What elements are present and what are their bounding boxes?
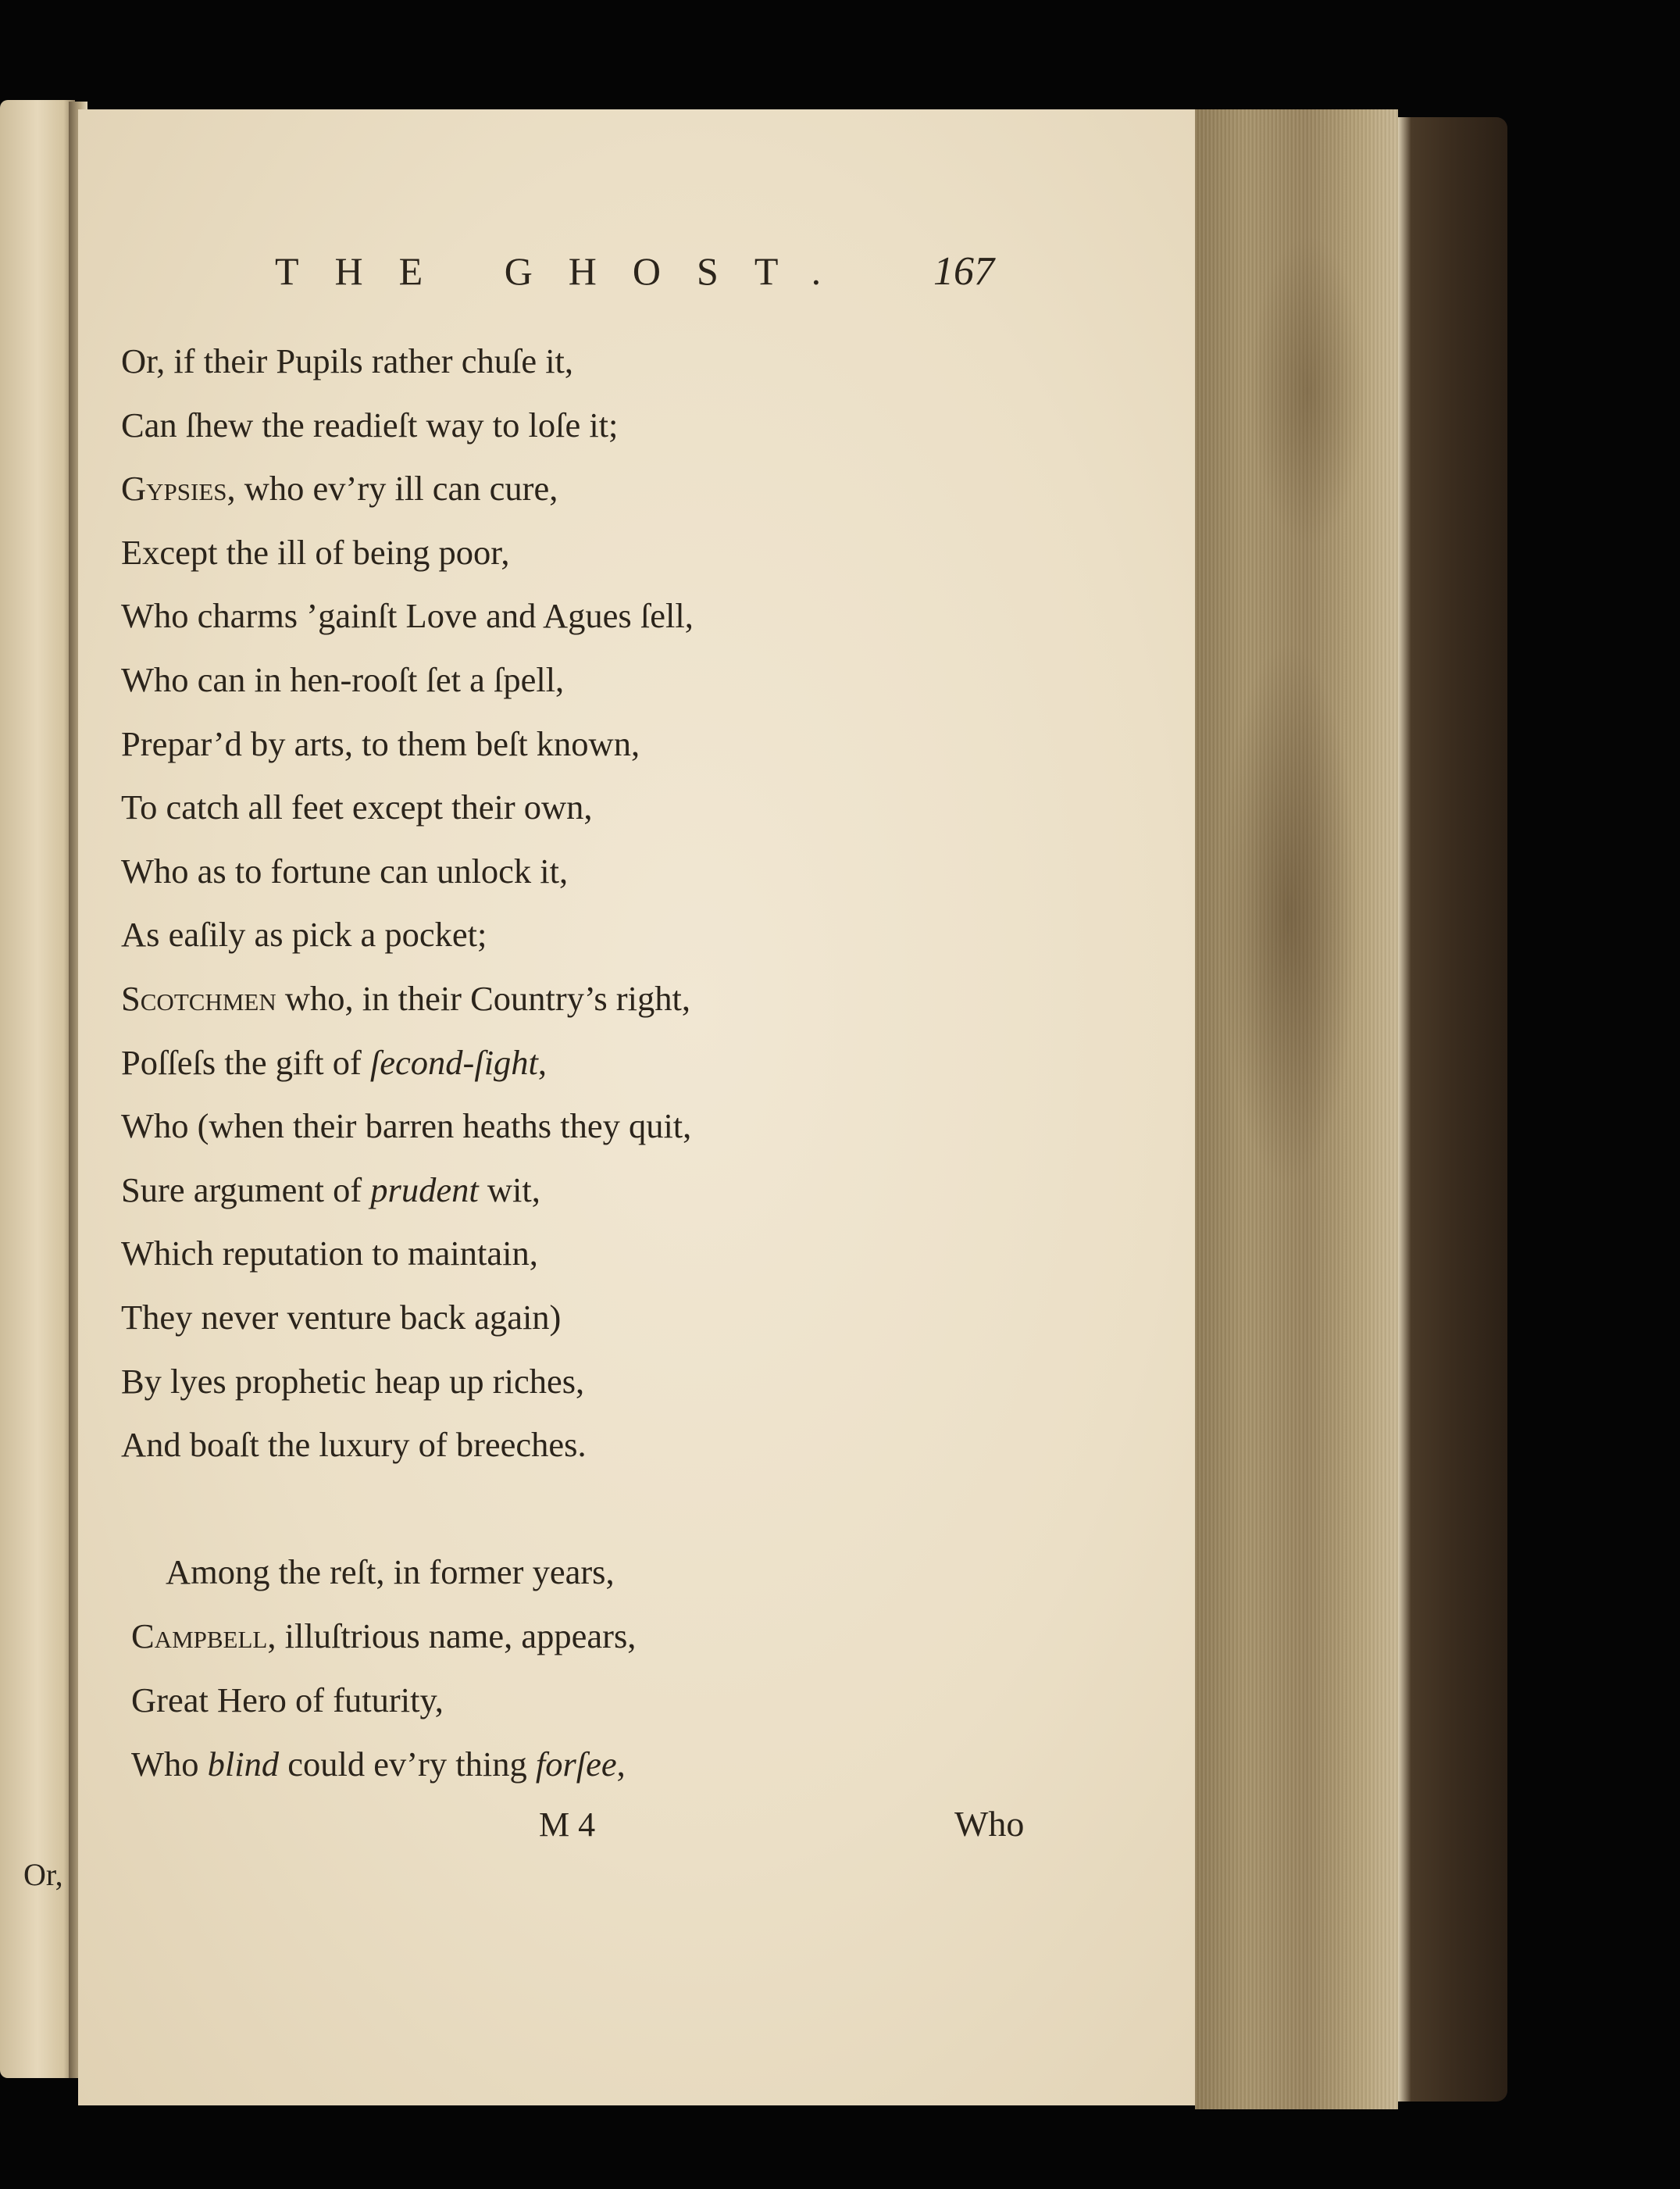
small-caps-name: Campbell (131, 1616, 268, 1655)
poem-line (121, 1300, 561, 1335)
signature-mark: M 4 (539, 1805, 596, 1844)
poem-line (121, 1169, 540, 1209)
running-title: THE GHOST. (275, 249, 858, 293)
poem-text-run: Poſſeſs the gift of (121, 1042, 370, 1082)
poem-line (121, 405, 619, 445)
poem-line (121, 1425, 587, 1465)
previous-page-catchword: Or, (23, 1857, 63, 1892)
poem-text-run: Who (131, 1744, 208, 1784)
poem-line (121, 1236, 538, 1271)
poem-text-run: Who (when their barren heaths they quit, (121, 1106, 692, 1146)
poem-line (121, 1042, 548, 1082)
poem-line (121, 915, 487, 955)
fore-edge-stain (1250, 234, 1367, 547)
poem-line (121, 787, 593, 827)
small-caps-name: Scotchmen (121, 979, 276, 1018)
poem-line (131, 1616, 637, 1655)
poem-text-run: wit, (478, 1169, 540, 1209)
poem-line (131, 1680, 444, 1719)
poem-text-run: Or, if their Pupils rather chuſe it, (121, 341, 574, 380)
poem-text-run: , illuſtrious name, appears, (267, 1616, 637, 1655)
italic-word: blind (207, 1744, 280, 1784)
catchword: Who (954, 1804, 1025, 1844)
poem-text-run: They never venture back again) (121, 1298, 562, 1337)
book-cover (1398, 117, 1507, 2102)
poem-text-run: Who can in hen-rooſt ſet a ſpell, (121, 660, 565, 699)
italic-word: prudent (370, 1169, 479, 1209)
poem-line (121, 469, 558, 509)
poem-text-run: To catch all feet except their own, (121, 787, 593, 827)
poem-line (121, 1106, 692, 1146)
poem-line (131, 1744, 626, 1784)
poem-line (121, 851, 569, 891)
poem-text-run: , (537, 1042, 548, 1082)
poem-line (121, 532, 510, 572)
poem-line (121, 723, 640, 763)
poem-text-run: , (616, 1744, 626, 1784)
poem-line (121, 1361, 585, 1401)
small-caps-name: Gypsies (121, 469, 227, 509)
poem-text-run: By lyes prophetic heap up riches, (121, 1361, 585, 1401)
poem-text-run: Which reputation to maintain, (121, 1234, 538, 1273)
poem-line (166, 1552, 615, 1591)
italic-word: forſee (535, 1744, 617, 1784)
poem-text-run: Except the ill of being poor, (121, 532, 510, 572)
poem-line (121, 598, 694, 634)
poem-text-run: Who charms ’gainſt Love and Agues ſell, (121, 596, 694, 636)
poem-text-run: , who ev’ry ill can cure, (226, 469, 558, 509)
poem-text-run: And boaſt the luxury of breeches. (121, 1425, 587, 1465)
poem-line (121, 981, 690, 1016)
poem-text-run: Prepar’d by arts, to them beſt known, (121, 723, 640, 763)
poem-line (121, 341, 574, 380)
poem-text-run: Can ſhew the readieſt way to loſe it; (121, 405, 619, 445)
fore-edge-stain (1218, 641, 1359, 1187)
poem-text-run: Great Hero of futurity, (131, 1680, 444, 1719)
poem-text-run: could ev’ry thing (279, 1744, 536, 1784)
page-number: 167 (933, 249, 994, 294)
poem-text-run: Sure argument of (121, 1169, 371, 1209)
previous-page (0, 100, 75, 2078)
poem-text-run: who, in their Country’s right, (276, 979, 690, 1018)
poem-text-run: Who as to fortune can unlock it, (121, 851, 569, 891)
poem-line (121, 662, 564, 698)
italic-word: ſecond-ſight (369, 1042, 538, 1082)
poem-text-run: As eaſily as pick a pocket; (121, 915, 487, 955)
poem-text-run: Among the reſt, in former years, (166, 1552, 615, 1591)
